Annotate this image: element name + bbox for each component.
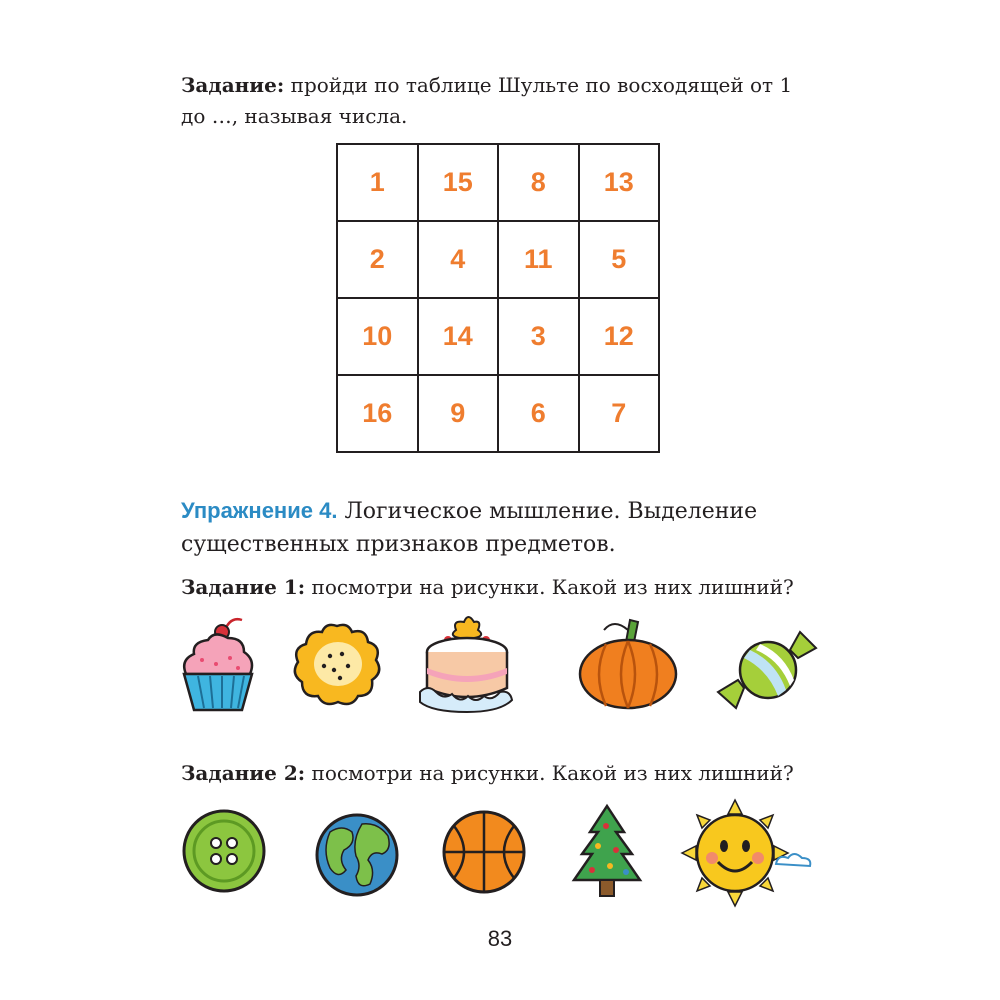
table-cell: 13 [580,145,661,222]
page-number: 83 [487,926,513,951]
cookie-icon [288,620,386,708]
table-cell: 14 [419,299,500,376]
task-label: Задание 2: [181,761,306,785]
task-2 [181,758,821,789]
candy-icon [716,628,820,712]
table-cell: 2 [338,222,419,299]
table-cell: 6 [499,376,580,453]
table-cell: 7 [580,376,661,453]
pumpkin-icon [574,614,682,712]
schulte-table [336,143,660,453]
table-cell: 12 [580,299,661,376]
exercise-text: Логическое мышление. Выделение существенных признаков предметов. [181,499,758,557]
cake-icon [414,612,520,716]
task-1 [181,572,821,603]
table-cell: 3 [499,299,580,376]
cupcake-icon [178,612,260,712]
button-icon [181,808,267,894]
task-text: посмотри на рисунки. Какой из них лишний? [305,575,794,599]
exercise-heading [181,494,831,561]
task-text: пройди по таблице Шульте по восходящей от 1 до …, называя числа. [181,73,793,128]
sun-icon [680,798,816,908]
basketball-icon [440,808,528,896]
table-cell: 9 [419,376,500,453]
table-cell: 16 [338,376,419,453]
table-cell: 5 [580,222,661,299]
table-cell: 1 [338,145,419,222]
globe-icon [312,810,402,900]
task-label: Задание 1: [181,575,306,599]
table-cell: 10 [338,299,419,376]
intro-task [181,70,821,132]
exercise-number: Упражнение 4. [181,498,338,523]
christmas-tree-icon [570,802,644,900]
table-cell: 4 [419,222,500,299]
table-cell: 15 [419,145,500,222]
task-label: Задание: [181,73,285,97]
table-cell: 11 [499,222,580,299]
table-cell: 8 [499,145,580,222]
task-text: посмотри на рисунки. Какой из них лишний? [305,761,794,785]
